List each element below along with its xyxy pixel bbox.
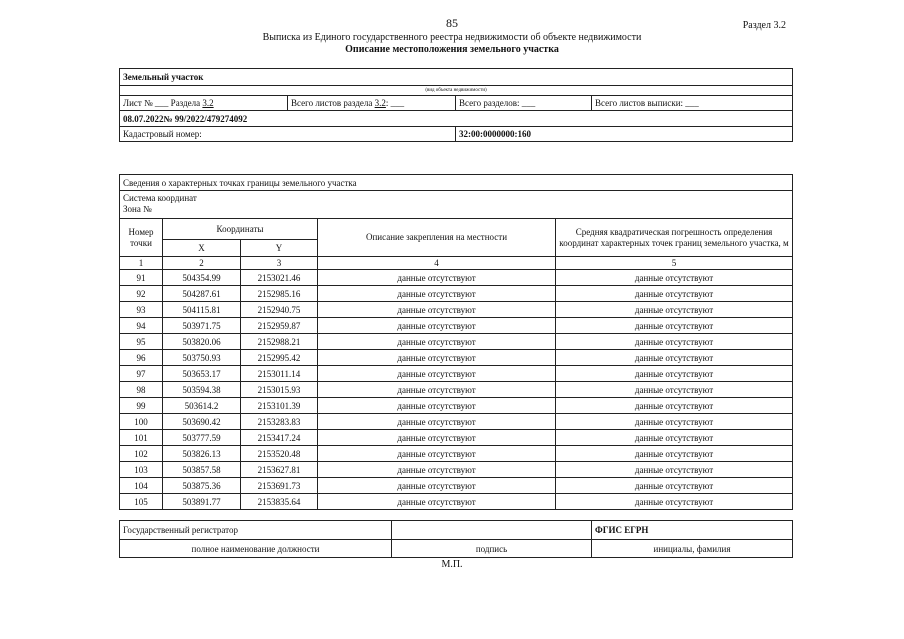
page-number: 85 [446, 16, 458, 30]
header-description: Описание закрепления на местности [318, 219, 556, 257]
coordinate-y: 2153691.73 [241, 478, 318, 494]
description-cell: данные отсутствуют [318, 286, 556, 302]
signature-blank [392, 521, 592, 540]
table-row [120, 382, 793, 398]
description-cell: данные отсутствуют [318, 414, 556, 430]
coordinate-y: 2153015.93 [241, 382, 318, 398]
sheet-number-cell [120, 96, 288, 111]
error-cell: данные отсутствуют [556, 446, 793, 462]
header-error: Средняя квадратическая погрешность определения координат характерных точек границ земельного участка, м [556, 219, 793, 257]
point-number: 104 [120, 478, 163, 494]
description-cell: данные отсутствуют [318, 334, 556, 350]
table-row [120, 366, 793, 382]
header-x: X [163, 240, 241, 257]
coordinate-x: 503891.77 [163, 494, 241, 510]
table-row [120, 478, 793, 494]
table-row [120, 286, 793, 302]
point-number: 103 [120, 462, 163, 478]
error-cell: данные отсутствуют [556, 398, 793, 414]
error-cell: данные отсутствуют [556, 462, 793, 478]
coordinate-y: 2152988.21 [241, 334, 318, 350]
coordinate-x: 503820.06 [163, 334, 241, 350]
coordinate-y: 2153417.24 [241, 430, 318, 446]
column-number-2: 2 [163, 257, 241, 270]
section-label: Раздел 3.2 [742, 20, 786, 31]
coordinate-y: 2153021.46 [241, 270, 318, 286]
section-number: 3.2 [202, 98, 214, 108]
object-type-caption: (вид объекта недвижимости) [120, 86, 793, 96]
point-number: 102 [120, 446, 163, 462]
table-row [120, 430, 793, 446]
point-number: 98 [120, 382, 163, 398]
point-number: 92 [120, 286, 163, 302]
coordinate-x: 503690.42 [163, 414, 241, 430]
coordinate-x: 503653.17 [163, 366, 241, 382]
description-cell: данные отсутствуют [318, 366, 556, 382]
header-coordinates: Координаты [163, 219, 318, 240]
coordinate-y: 2153011.14 [241, 366, 318, 382]
coordinate-y: 2153283.83 [241, 414, 318, 430]
cadastral-value: 32:00:0000000:160 [456, 127, 793, 142]
column-number-5: 5 [556, 257, 793, 270]
error-cell: данные отсутствуют [556, 302, 793, 318]
error-cell: данные отсутствуют [556, 334, 793, 350]
description-cell: данные отсутствуют [318, 446, 556, 462]
coordinate-x: 503777.59 [163, 430, 241, 446]
coordinate-y: 2153835.64 [241, 494, 318, 510]
coordinate-x: 504287.61 [163, 286, 241, 302]
coordinate-system-cell [120, 191, 793, 219]
point-number: 101 [120, 430, 163, 446]
description-cell: данные отсутствуют [318, 398, 556, 414]
coordinate-system-label: Система координат [123, 193, 197, 203]
document-subtitle: Описание местоположения земельного участка [345, 44, 559, 55]
header-point-number: Номер точки [120, 219, 163, 257]
fgis-label: ФГИС ЕГРН [592, 521, 793, 540]
table-row [120, 270, 793, 286]
signature-caption: подпись [392, 540, 592, 558]
table-row [120, 302, 793, 318]
description-cell: данные отсутствуют [318, 430, 556, 446]
total-sheets-suffix: : ___ [385, 98, 405, 108]
description-cell: данные отсутствуют [318, 478, 556, 494]
point-number: 100 [120, 414, 163, 430]
table-row [120, 398, 793, 414]
description-cell: данные отсутствуют [318, 270, 556, 286]
error-cell: данные отсутствуют [556, 382, 793, 398]
coordinate-x: 504354.99 [163, 270, 241, 286]
coordinate-x: 504115.81 [163, 302, 241, 318]
coordinate-x: 503971.75 [163, 318, 241, 334]
coordinate-y: 2152985.16 [241, 286, 318, 302]
coordinate-y: 2153520.48 [241, 446, 318, 462]
point-number: 97 [120, 366, 163, 382]
header-y: Y [241, 240, 318, 257]
total-sheets-cell [288, 96, 456, 111]
name-caption: инициалы, фамилия [592, 540, 793, 558]
description-cell: данные отсутствуют [318, 318, 556, 334]
description-cell: данные отсутствуют [318, 350, 556, 366]
total-sheets-prefix: Всего листов раздела [291, 98, 375, 108]
table-row [120, 414, 793, 430]
description-cell: данные отсутствуют [318, 462, 556, 478]
coordinate-y: 2152995.42 [241, 350, 318, 366]
coordinate-x: 503875.36 [163, 478, 241, 494]
table-row [120, 494, 793, 510]
table-row [120, 334, 793, 350]
column-number-4: 4 [318, 257, 556, 270]
zone-label: Зона № [123, 204, 152, 214]
point-number: 96 [120, 350, 163, 366]
error-cell: данные отсутствуют [556, 350, 793, 366]
error-cell: данные отсутствуют [556, 478, 793, 494]
date-number: 08.07.2022№ 99/2022/479274092 [120, 111, 793, 127]
coordinate-x: 503750.93 [163, 350, 241, 366]
cadastral-label: Кадастровый номер: [120, 127, 456, 142]
coordinate-x: 503594.38 [163, 382, 241, 398]
points-table-body [120, 270, 793, 510]
point-number: 105 [120, 494, 163, 510]
total-sheets-extract: Всего листов выписки: ___ [592, 96, 793, 111]
point-number: 95 [120, 334, 163, 350]
point-number: 91 [120, 270, 163, 286]
error-cell: данные отсутствуют [556, 430, 793, 446]
registrar-label: Государственный регистратор [120, 521, 392, 540]
table-row [120, 350, 793, 366]
boundary-points-table [119, 174, 793, 510]
object-type: Земельный участок [120, 69, 793, 86]
column-number-1: 1 [120, 257, 163, 270]
total-sheets-section: 3.2 [374, 98, 386, 108]
sheet-prefix: Лист № ___ Раздела [123, 98, 203, 108]
coordinate-x: 503826.13 [163, 446, 241, 462]
description-cell: данные отсутствуют [318, 382, 556, 398]
position-caption: полное наименование должности [120, 540, 392, 558]
object-info-table [119, 68, 793, 142]
error-cell: данные отсутствуют [556, 414, 793, 430]
point-number: 94 [120, 318, 163, 334]
table-row [120, 318, 793, 334]
description-cell: данные отсутствуют [318, 494, 556, 510]
point-number: 93 [120, 302, 163, 318]
document-title: Выписка из Единого государственного реестра недвижимости об объекте недвижимости [262, 32, 642, 43]
column-number-3: 3 [241, 257, 318, 270]
coordinate-y: 2153627.81 [241, 462, 318, 478]
coordinate-y: 2152959.87 [241, 318, 318, 334]
error-cell: данные отсутствуют [556, 494, 793, 510]
table-row [120, 446, 793, 462]
coordinate-x: 503614.2 [163, 398, 241, 414]
stamp-label: М.П. [441, 559, 463, 570]
error-cell: данные отсутствуют [556, 286, 793, 302]
error-cell: данные отсутствуют [556, 366, 793, 382]
point-number: 99 [120, 398, 163, 414]
error-cell: данные отсутствуют [556, 270, 793, 286]
signature-table [119, 520, 793, 558]
coordinate-y: 2153101.39 [241, 398, 318, 414]
total-sections: Всего разделов: ___ [456, 96, 592, 111]
error-cell: данные отсутствуют [556, 318, 793, 334]
points-table-title: Сведения о характерных точках границы земельного участка [120, 175, 793, 191]
coordinate-x: 503857.58 [163, 462, 241, 478]
coordinate-y: 2152940.75 [241, 302, 318, 318]
table-row [120, 462, 793, 478]
description-cell: данные отсутствуют [318, 302, 556, 318]
